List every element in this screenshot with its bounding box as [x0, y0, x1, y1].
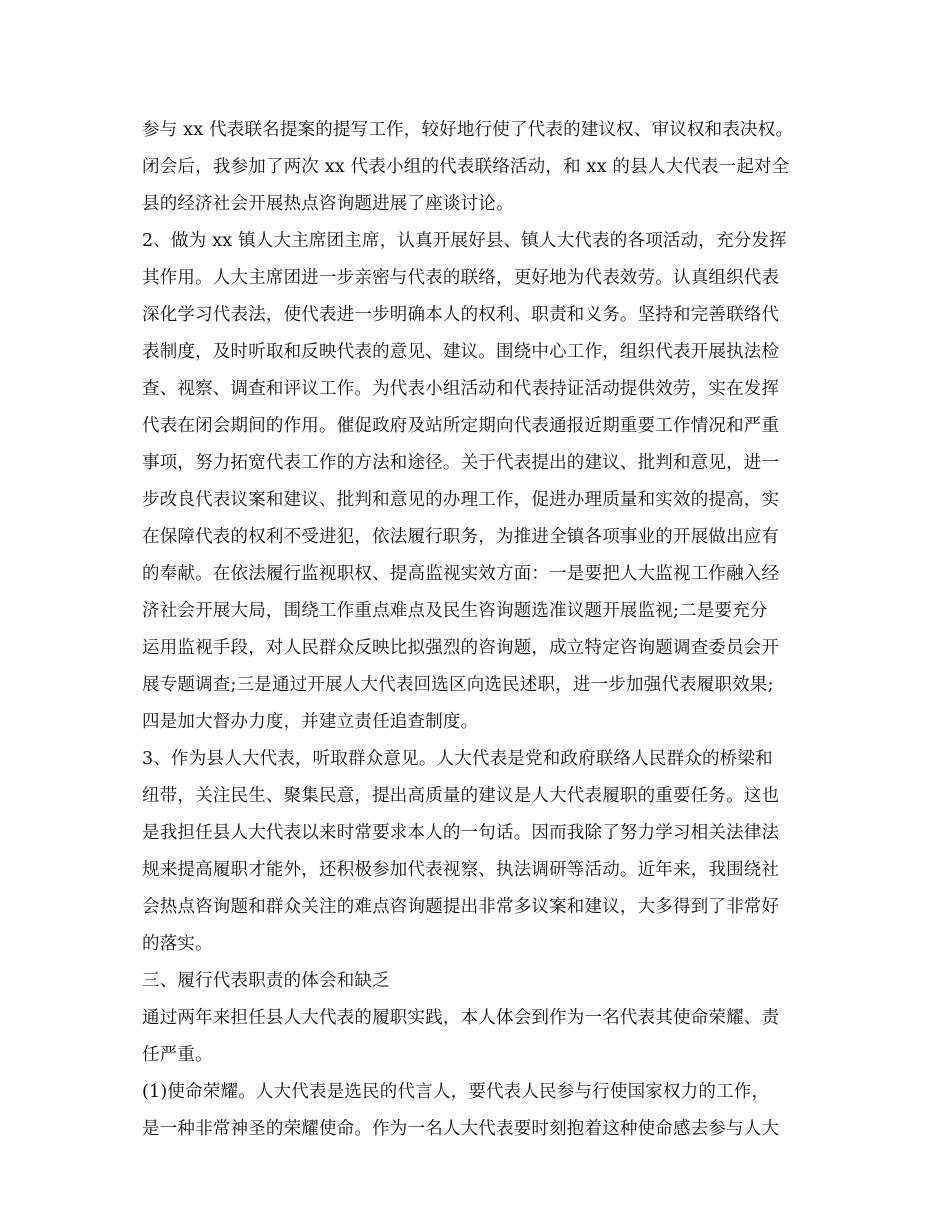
text-line: 是我担任县人大代表以来时常要求本人的一句话。因而我除了努力学习相关法律法 — [142, 823, 780, 843]
text-line: 代表在闭会期间的作用。催促政府及站所定期向代表通报近期重要工作情况和严重 — [142, 416, 780, 436]
text-line: 在保障代表的权利不受进犯，依法履行职务，为推进全镇各项事业的开展做出应有 — [142, 527, 780, 547]
text-line: 县的经济社会开展热点咨询题进展了座谈讨论。 — [142, 194, 514, 214]
section-heading: 三、履行代表职责的体会和缺乏 — [142, 971, 390, 991]
text-line: 事项，努力拓宽代表工作的方法和途径。关于代表提出的建议、批判和意见，进一 — [142, 453, 780, 473]
text-line: 运用监视手段，对人民群众反映比拟强烈的咨询题，成立特定咨询题调查委员会开 — [142, 638, 780, 658]
text-line: 查、视察、调查和评议工作。为代表小组活动和代表持证活动提供效劳，实在发挥 — [142, 379, 780, 399]
text-line: 通过两年来担任县人大代表的履职实践，本人体会到作为一名代表其使命荣耀、责 — [142, 1008, 780, 1028]
text-line: 会热点咨询题和群众关注的难点咨询题提出非常多议案和建议，大多得到了非常好 — [142, 897, 780, 917]
text-line: (1)使命荣耀。人大代表是选民的代言人，要代表人民参与行使国家权力的工作， — [142, 1082, 770, 1102]
text-line: 3、作为县人大代表，听取群众意见。人大代表是党和政府联络人民群众的桥梁和 — [142, 749, 773, 769]
text-line: 步改良代表议案和建议、批判和意见的办理工作，促进办理质量和实效的提高，实 — [142, 490, 780, 510]
text-line: 规来提高履职才能外，还积极参加代表视察、执法调研等活动。近年来，我围绕社 — [142, 860, 780, 880]
text-line: 任严重。 — [142, 1045, 213, 1065]
text-line: 深化学习代表法，使代表进一步明确本人的权利、职责和义务。坚持和完善联络代 — [142, 305, 780, 325]
text-line: 参与 xx 代表联名提案的提写工作，较好地行使了代表的建议权、审议权和表决权。 — [142, 120, 794, 140]
text-line: 闭会后，我参加了两次 xx 代表小组的代表联络活动，和 xx 的县人大代表一起对全 — [142, 157, 790, 177]
text-line: 纽带，关注民生、聚集民意，提出高质量的建议是人大代表履职的重要任务。这也 — [142, 786, 780, 806]
text-line: 其作用。人大主席团进一步亲密与代表的联络，更好地为代表效劳。认真组织代表 — [142, 268, 780, 288]
text-line: 济社会开展大局，围绕工作重点难点及民生咨询题选准议题开展监视;二是要充分 — [142, 601, 768, 621]
text-line: 四是加大督办力度，并建立责任追查制度。 — [142, 712, 479, 732]
text-line: 2、做为 xx 镇人大主席团主席，认真开展好县、镇人大代表的各项活动，充分发挥 — [142, 231, 787, 251]
text-line: 表制度，及时听取和反映代表的意见、建议。围绕中心工作，组织代表开展执法检 — [142, 342, 780, 362]
text-line: 的奉献。在依法履行监视职权、提高监视实效方面：一是要把人大监视工作融入经 — [142, 564, 780, 584]
text-line: 展专题调查;三是通过开展人大代表回选区向选民述职，进一步加强代表履职效果; — [142, 675, 774, 695]
text-line: 的落实。 — [142, 934, 213, 954]
text-line: 是一种非常神圣的荣耀使命。作为一名人大代表要时刻抱着这种使命感去参与人大 — [142, 1119, 780, 1139]
